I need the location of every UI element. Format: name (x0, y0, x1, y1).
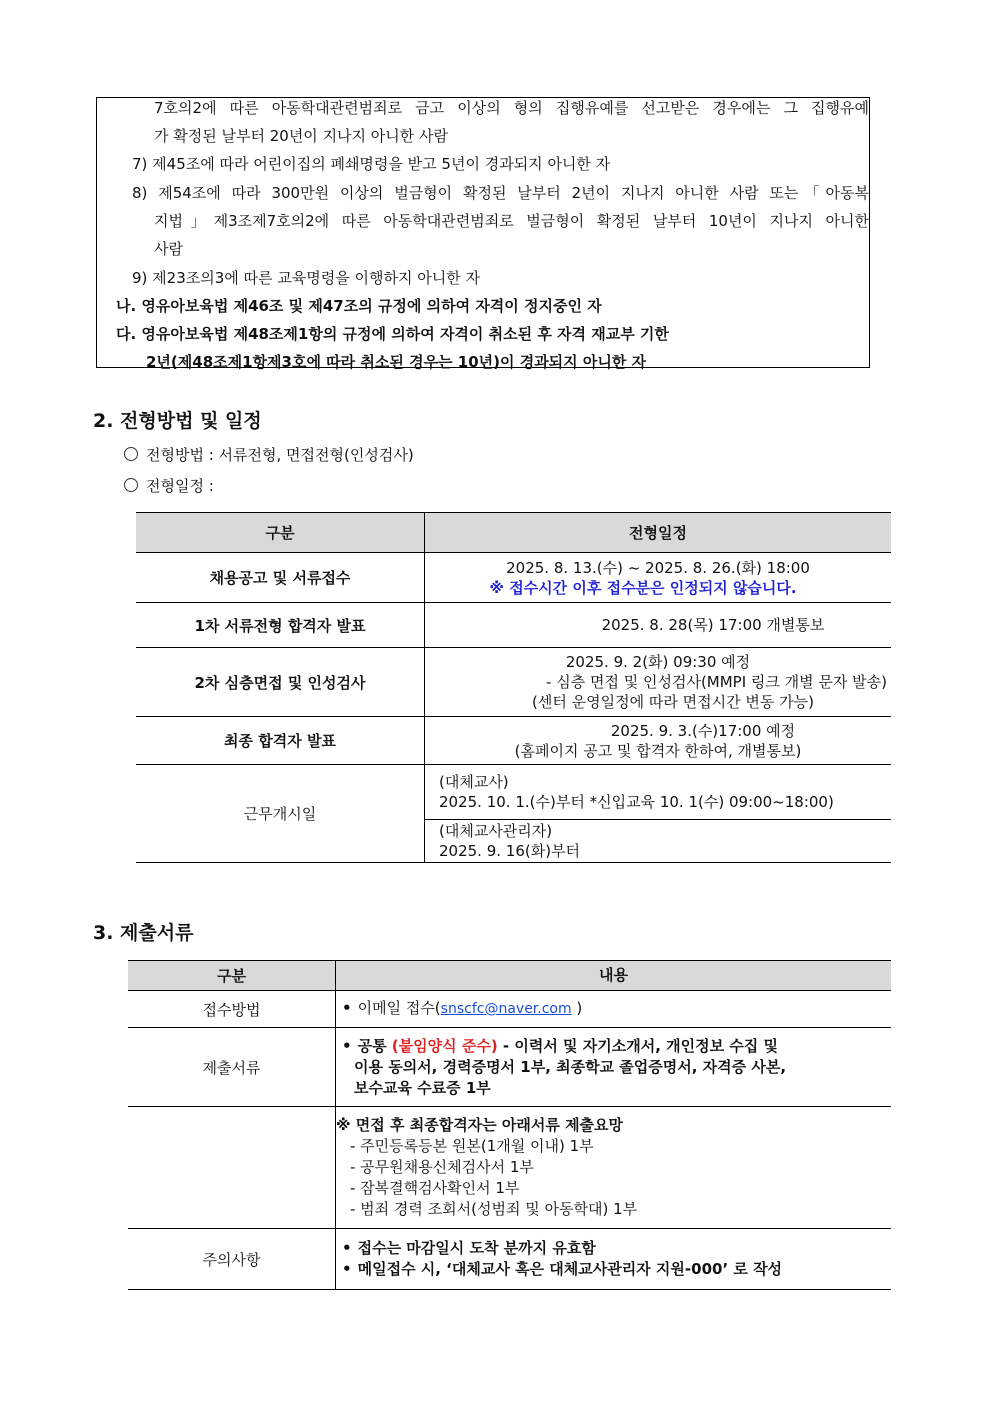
section-3-title: 3. 제출서류 (93, 922, 194, 944)
row-label: 채용공고 및 서류접수 (136, 553, 425, 603)
row-value (425, 820, 892, 863)
table-row (128, 1107, 891, 1229)
row-line: ※ 면접 후 최종합격자는 아래서류 제출요망 (336, 1116, 624, 1134)
box-line-6: 사람 (154, 240, 183, 258)
bullet-icon: • (342, 1036, 352, 1055)
box-line-10: 2년(제48조제1항제3호에 따라 취소된 경우는 10년)이 경과되지 아니한 자 (146, 353, 647, 371)
row-value (425, 553, 892, 603)
row-line: - 심층 면접 및 인성검사(MMPI 링크 개별 문자 발송) (546, 673, 887, 691)
row-line: 2025. 9. 3.(수)17:00 예정 (610, 721, 796, 740)
bullet-icon: • (342, 1260, 352, 1278)
row-line: 2025. 9. 16(화)부터 (439, 842, 581, 860)
email-prefix: 이메일 접수( (357, 999, 441, 1017)
row-value (336, 1229, 892, 1290)
circle-bullet-icon (124, 447, 138, 461)
documents-table (128, 960, 891, 1290)
list-item: - 범죄 경력 조회서(성범죄 및 아동학대) 1부 (350, 1200, 638, 1218)
row-label: 근무개시일 (136, 765, 425, 863)
row-line: (대체교사관리자) (439, 822, 553, 840)
row-label: 2차 심층면접 및 인성검사 (136, 648, 425, 717)
notice-text: ※ 접수시간 이후 접수분은 인정되지 않습니다. (489, 578, 797, 597)
list-item: - 공무원채용신체검사서 1부 (350, 1158, 534, 1176)
header-category: 구분 (128, 961, 336, 991)
list-item: - 잠복결핵검사확인서 1부 (350, 1179, 520, 1197)
box-line-4: 8) 제54조에 따라 300만원 이상의 벌금형이 확정된 날부터 2년이 지나지 아니한 사람 또는「아동복 (132, 184, 869, 202)
table-row (136, 717, 891, 765)
disqualification-box (96, 97, 870, 371)
row-line: 보수교육 수료증 1부 (354, 1078, 491, 1097)
row-label (128, 1107, 336, 1229)
row-label: 최종 합격자 발표 (136, 717, 425, 765)
box-line-3: 7) 제45조에 따라 어린이집의 폐쇄명령을 받고 5년이 경과되지 아니한 자 (132, 155, 611, 173)
table-row (136, 553, 891, 603)
box-line-1: 7호의2에 따른 아동학대관련범죄로 금고 이상의 형의 집행유예를 선고받은 경우에는 그 집행유예 (154, 99, 869, 117)
row-text: - 이력서 및 자기소개서, 개인정보 수집 및 (497, 1036, 778, 1055)
required-form-text: (붙임양식 준수) (391, 1036, 498, 1055)
table-row (128, 1229, 891, 1290)
row-line: (대체교사) (439, 773, 509, 791)
row-label: 주의사항 (128, 1229, 336, 1290)
row-line: 2025. 8. 13.(수) ~ 2025. 8. 26.(화) 18:00 (506, 558, 810, 577)
table-row (136, 765, 891, 820)
box-line-7: 9) 제23조의3에 따른 교육명령을 이행하지 아니한 자 (132, 269, 480, 287)
method-item (124, 444, 414, 465)
row-value (336, 991, 892, 1028)
table-row (128, 991, 891, 1028)
table-row (136, 603, 891, 648)
row-text: 접수는 마감일시 도착 분까지 유효함 (357, 1239, 596, 1257)
email-link[interactable]: snscfc@naver.com (440, 1001, 572, 1017)
row-label: 접수방법 (128, 991, 336, 1028)
row-value (425, 717, 892, 765)
row-value (336, 1107, 892, 1229)
table-header-row (128, 961, 891, 991)
row-text: 메일접수 시, ‘대체교사 혹은 대체교사관리자 지원-000’ 로 작성 (357, 1260, 783, 1278)
schedule-label: 전형일정 : (146, 477, 214, 495)
email-suffix: ) (571, 999, 583, 1017)
table-header-row (136, 513, 891, 553)
row-line: 2025. 10. 1.(수)부터 *신입교육 10. 1(수) 09:00~18:00) (439, 793, 834, 811)
row-line: (홈페이지 공고 및 합격자 한하여, 개별통보) (514, 741, 802, 760)
row-value: 2025. 8. 28(목) 17:00 개별통보 (425, 603, 892, 648)
box-line-5: 지법」제3조제7호의2에 따른 아동학대관련범죄로 벌금형이 확정된 날부터 10년이 지나지 아니한 (154, 212, 869, 230)
list-item: - 주민등록등본 원본(1개월 이내) 1부 (350, 1137, 594, 1155)
box-line-9: 다. 영유아보육법 제48조제1항의 규정에 의하여 자격이 취소된 후 자격 재교부 기한 (116, 325, 669, 343)
table-row (128, 1028, 891, 1107)
row-value (425, 648, 892, 717)
schedule-table (136, 512, 891, 863)
row-value (336, 1028, 892, 1107)
header-category: 구분 (136, 513, 425, 553)
header-schedule: 전형일정 (425, 513, 892, 553)
box-line-8: 나. 영유아보육법 제46조 및 제47조의 규정에 의하여 자격이 정지중인 자 (116, 297, 602, 315)
box-line-2: 가 확정된 날부터 20년이 지나지 아니한 사람 (154, 127, 449, 145)
table-row (136, 648, 891, 717)
row-label: 1차 서류전형 합격자 발표 (136, 603, 425, 648)
row-line: 2025. 9. 2(화) 09:30 예정 (565, 653, 751, 671)
schedule-item (124, 475, 214, 496)
bullet-icon: • (342, 1239, 352, 1257)
header-content: 내용 (336, 961, 892, 991)
method-text: 전형방법 : 서류전형, 면접전형(인성검사) (146, 446, 414, 464)
circle-bullet-icon (124, 478, 138, 492)
row-value (425, 765, 892, 820)
section-2-title: 2. 전형방법 및 일정 (93, 410, 262, 432)
row-text: 공통 (357, 1036, 392, 1055)
row-label: 제출서류 (128, 1028, 336, 1107)
bullet-icon: • (342, 999, 352, 1017)
row-line: (센터 운영일정에 따라 면접시간 변동 가능) (532, 693, 814, 711)
row-line: 이용 동의서, 경력증명서 1부, 최종학교 졸업증명서, 자격증 사본, (354, 1057, 787, 1076)
